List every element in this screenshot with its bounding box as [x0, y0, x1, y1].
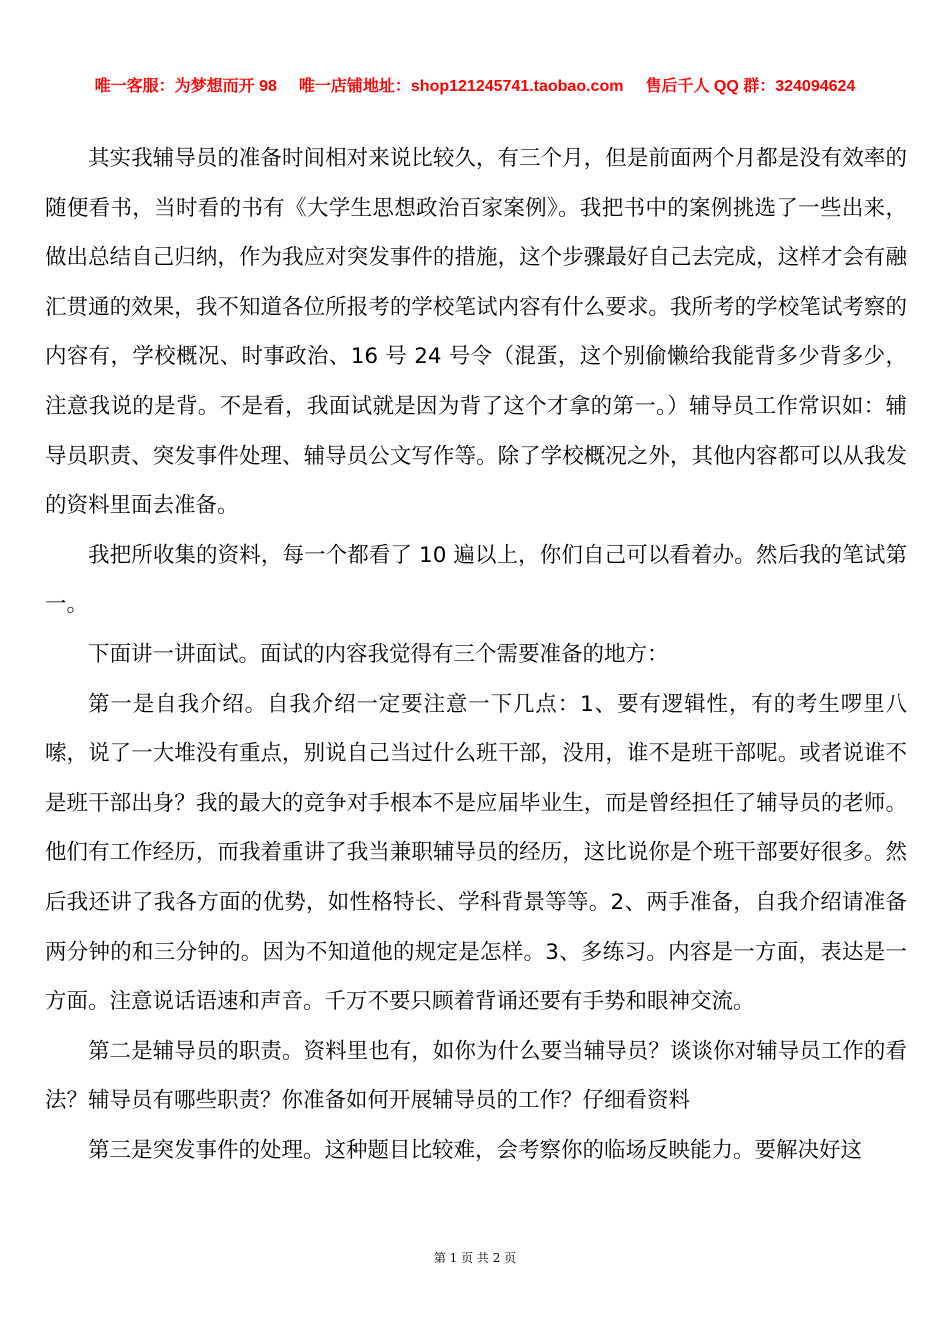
paragraph-3: 下面讲一讲面试。面试的内容我觉得有三个需要准备的地方： — [88, 641, 669, 667]
paragraph-5: 第二是辅导员的职责。资料里也有，如你为什么要当辅导员？谈谈你对辅导员工作的看法？辅导员有哪些职责？你准备如何开展辅导员的工作？仔细看资料 — [45, 1038, 907, 1114]
paragraph-2: 我把所收集的资料，每一个都看了 10 遍以上，你们自己可以看着办。然后我的笔试第一。 — [45, 542, 907, 618]
page-number: 第 1 页 共 2 页 — [433, 1251, 517, 1265]
document-body — [45, 134, 907, 1175]
paragraph-4: 第一是自我介绍。自我介绍一定要注意一下几点：1、要有逻辑性，有的考生啰里八嗦，说了一大堆没有重点，别说自己当过什么班干部，没用，谁不是班干部呢。或者说谁不是班干部出身？我的最大的竞争对手根本不是应届毕业生，而是曾经担任了辅导员的老师。他们有工作经历，而我着重讲了我当兼职辅导员的经历，这比说你是个班干部要好很多。然后我还讲了我各方面的优势，如性格特长、学科背景等等。2、两手准备，自我介绍请准备两分钟的和三分钟的。因为不知道他的规定是怎样。3、多练习。内容是一方面，表达是一方面。注意说话语速和声音。千万不要只顾着背诵还要有手势和眼神交流。 — [45, 691, 907, 1015]
paragraph-6: 第三是突发事件的处理。这种题目比较难，会考察你的临场反映能力。要解决好这 — [88, 1137, 863, 1163]
qq-group-text: 售后千人 QQ 群：324094624 — [645, 78, 856, 95]
paragraph-1: 其实我辅导员的准备时间相对来说比较久，有三个月，但是前面两个月都是没有效率的随便看书，当时看的书有《大学生思想政治百家案例》。我把书中的案例挑选了一些出来，做出总结自己归纳，作为我应对突发事件的措施，这个步骤最好自己去完成，这样才会有融汇贯通的效果，我不知道各位所报考的学校笔试内容有什么要求。我所考的学校笔试考察的内容有，学校概况、时事政治、16 号 24 号令（混蛋，这个别偷懒给我能背多少背多少，注意我说的是背。不是看，我面试就是因为背了这个才拿的第一。）辅导员工作常识如：辅导员职责、突发事件处理、辅导员公文写作等。除了学校概况之外，其他内容都可以从我发的资料里面去准备。 — [45, 146, 907, 519]
customer-service-text: 唯一客服：为梦想而开 98 — [94, 78, 277, 95]
shop-address-text: 唯一店铺地址：shop121245741.taobao.com — [298, 78, 624, 95]
page-footer — [0, 1249, 950, 1266]
shop-header — [0, 73, 950, 96]
